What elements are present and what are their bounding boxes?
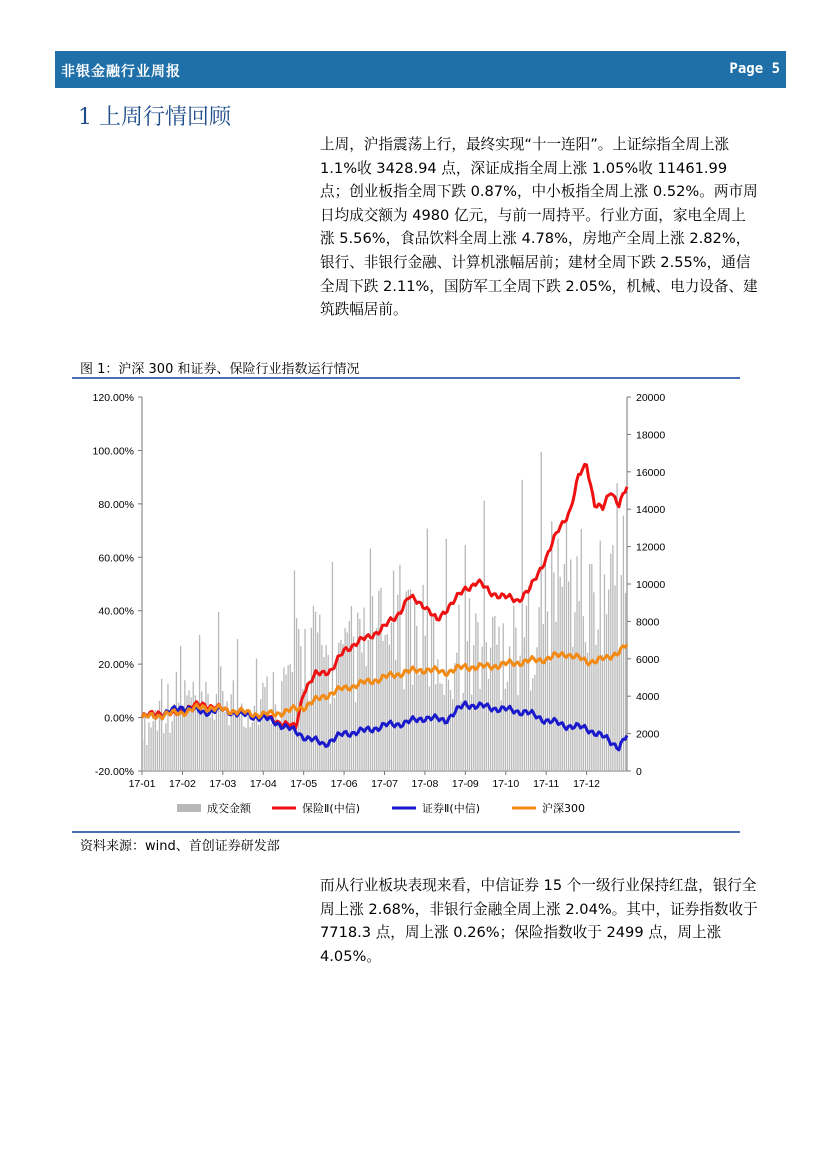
volume-bar xyxy=(292,672,293,771)
sector-paragraph: 而从行业板块表现来看，中信证券 15 个一级行业保持红盘，银行全周上涨 2.68%，非银行金融全周上涨 2.04%。其中，证券指数收于 7718.3 点，周上涨 0.26%；保险指数收于 2499 点，周上涨 4.05%。 xyxy=(320,877,758,965)
volume-bar xyxy=(403,689,404,771)
volume-bar xyxy=(399,565,400,771)
volume-bar xyxy=(218,612,219,771)
volume-bar xyxy=(574,612,575,771)
volume-bar xyxy=(446,539,447,771)
volume-bar xyxy=(283,667,284,771)
volume-bar xyxy=(530,691,531,771)
volume-bar xyxy=(277,721,278,771)
volume-bar xyxy=(408,590,409,771)
volume-bar xyxy=(330,704,331,771)
legend-swatch-volume xyxy=(177,804,201,812)
volume-bar xyxy=(220,666,221,771)
volume-bar xyxy=(441,684,442,771)
volume-bar xyxy=(431,614,432,771)
volume-bar xyxy=(264,687,265,771)
volume-bar xyxy=(477,622,478,771)
volume-bar xyxy=(593,592,594,771)
volume-bar xyxy=(427,529,428,771)
volume-bar xyxy=(387,634,388,771)
volume-bar xyxy=(262,683,263,771)
volume-bar xyxy=(465,545,466,771)
volume-bar xyxy=(355,702,356,771)
volume-bar xyxy=(357,613,358,771)
legend-label-insurance: 保险Ⅱ(中信) xyxy=(302,802,360,815)
volume-bar xyxy=(182,708,183,771)
x-tick-label: 17-02 xyxy=(168,778,196,790)
left-tick-label: -20.00% xyxy=(94,766,134,778)
volume-bar xyxy=(391,622,392,771)
volume-bar xyxy=(416,626,417,771)
volume-bar xyxy=(347,632,348,771)
report-title: 非银金融行业周报 xyxy=(61,64,181,80)
right-tick-label: 10000 xyxy=(636,579,666,591)
volume-bar xyxy=(144,715,145,771)
x-tick-label: 17-04 xyxy=(249,778,277,790)
volume-bar xyxy=(418,674,419,771)
volume-bar xyxy=(524,637,525,771)
right-tick-label: 0 xyxy=(636,766,642,778)
volume-bar xyxy=(591,564,592,771)
right-tick-label: 14000 xyxy=(636,504,666,517)
volume-bar xyxy=(583,616,584,771)
volume-bar xyxy=(313,606,314,771)
volume-bar xyxy=(239,716,240,771)
volume-bar xyxy=(412,685,413,771)
volume-bar xyxy=(543,624,544,771)
volume-bar xyxy=(547,611,548,771)
volume-bar xyxy=(197,707,198,771)
volume-bar xyxy=(494,616,495,771)
volume-bar xyxy=(572,647,573,771)
volume-bar xyxy=(606,614,607,771)
volume-bar xyxy=(488,679,489,771)
volume-bar xyxy=(224,712,225,771)
volume-bar xyxy=(534,675,535,771)
volume-bar xyxy=(311,628,312,771)
volume-bar xyxy=(161,679,162,771)
right-tick-label: 4000 xyxy=(636,691,660,704)
volume-bar xyxy=(231,694,232,771)
legend-label-hs300: 沪深300 xyxy=(542,802,585,815)
left-tick-label: 20.00% xyxy=(98,659,134,672)
volume-bar xyxy=(553,572,554,771)
volume-bar xyxy=(448,680,449,771)
volume-bar xyxy=(340,640,341,771)
volume-bar xyxy=(460,701,461,771)
x-tick-label: 17-03 xyxy=(209,778,237,790)
volume-bar xyxy=(252,722,253,771)
volume-bar xyxy=(321,645,322,771)
volume-bar xyxy=(393,570,394,771)
volume-bar xyxy=(338,643,339,771)
volume-bar xyxy=(458,605,459,771)
volume-bar xyxy=(148,722,149,771)
volume-bar xyxy=(528,586,529,771)
volume-bar xyxy=(389,645,390,771)
volume-bar xyxy=(439,683,440,771)
volume-bar xyxy=(243,727,244,771)
volume-bar xyxy=(176,672,177,771)
volume-bar xyxy=(235,713,236,771)
volume-bar xyxy=(269,719,270,771)
volume-bar xyxy=(479,689,480,771)
volume-bar xyxy=(549,662,550,771)
volume-bar xyxy=(363,608,364,771)
volume-bar xyxy=(271,724,272,771)
volume-bar xyxy=(555,622,556,771)
volume-bar xyxy=(522,480,523,771)
volume-bar xyxy=(538,607,539,771)
volume-bar xyxy=(294,570,295,771)
x-tick-label: 17-08 xyxy=(411,778,439,790)
volume-bar xyxy=(260,699,261,771)
x-tick-label: 17-07 xyxy=(371,778,398,790)
volume-bar xyxy=(209,718,210,771)
volume-bar xyxy=(165,723,166,771)
figure-top-rule xyxy=(72,377,740,379)
volume-bar xyxy=(619,650,620,771)
volume-bar xyxy=(306,685,307,771)
volume-bar xyxy=(503,623,504,771)
volume-bar xyxy=(237,639,238,771)
volume-bar xyxy=(492,617,493,771)
volume-bar xyxy=(247,716,248,771)
volume-bar xyxy=(450,690,451,771)
volume-bar xyxy=(342,644,343,771)
legend-label-securities: 证券Ⅱ(中信) xyxy=(422,802,480,815)
volume-bar xyxy=(444,695,445,771)
volume-bar xyxy=(199,635,200,771)
volume-bar xyxy=(536,647,537,771)
volume-bar xyxy=(203,706,204,771)
volume-bar xyxy=(325,645,326,771)
volume-bar xyxy=(515,628,516,771)
volume-bar xyxy=(188,690,189,771)
volume-bar xyxy=(214,720,215,771)
right-tick-label: 12000 xyxy=(636,541,666,554)
volume-bar xyxy=(597,630,598,771)
volume-bar xyxy=(433,614,434,771)
x-tick-label: 17-05 xyxy=(290,778,318,790)
volume-bar xyxy=(570,560,571,771)
volume-bar xyxy=(452,699,453,771)
figure-source: 资料来源：wind、首创证券研发部 xyxy=(80,839,280,854)
volume-bar xyxy=(334,698,335,771)
volume-bar xyxy=(526,606,527,771)
volume-bar xyxy=(551,521,552,771)
volume-bar xyxy=(604,574,605,771)
volume-bar xyxy=(425,636,426,771)
figure-bottom-rule xyxy=(72,831,740,833)
volume-bar xyxy=(623,516,624,771)
volume-bar xyxy=(353,636,354,771)
volume-bar xyxy=(587,653,588,771)
right-tick-label: 16000 xyxy=(636,466,666,479)
volume-bar xyxy=(193,682,194,771)
volume-bar xyxy=(610,554,611,771)
volume-bar xyxy=(397,595,398,771)
volume-bar xyxy=(568,581,569,771)
x-tick-label: 17-09 xyxy=(451,778,479,790)
x-tick-label: 17-06 xyxy=(330,778,358,790)
volume-bar xyxy=(146,745,147,771)
volume-bar xyxy=(581,529,582,771)
volume-bar xyxy=(288,665,289,771)
volume-bar xyxy=(319,615,320,771)
section-title: 1 上周行情回顾 xyxy=(78,105,231,130)
left-tick-label: 80.00% xyxy=(98,498,134,511)
volume-bar xyxy=(368,640,369,771)
volume-bar xyxy=(498,627,499,771)
volume-bar xyxy=(382,641,383,771)
legend-label-volume: 成交金额 xyxy=(207,802,251,815)
volume-bar xyxy=(150,727,151,771)
left-tick-label: 100.00% xyxy=(92,445,134,458)
volume-bar xyxy=(422,585,423,771)
volume-bar xyxy=(513,606,514,771)
volume-bar xyxy=(511,660,512,771)
volume-bar xyxy=(212,708,213,771)
volume-bar xyxy=(562,587,563,771)
volume-bar xyxy=(298,629,299,771)
volume-bar xyxy=(469,598,470,771)
page-number: Page 5 xyxy=(729,61,780,77)
volume-bar xyxy=(222,691,223,771)
x-tick-label: 17-12 xyxy=(573,778,601,790)
volume-bar xyxy=(258,725,259,771)
volume-bar xyxy=(602,655,603,771)
volume-bar xyxy=(414,603,415,771)
figure-caption: 图 1：沪深 300 和证券、保险行业指数运行情况 xyxy=(80,362,360,377)
header-bar xyxy=(55,51,786,88)
volume-bar xyxy=(437,659,438,771)
right-tick-label: 6000 xyxy=(636,653,660,666)
volume-bar xyxy=(625,593,626,771)
volume-bar xyxy=(560,577,561,771)
right-tick-label: 18000 xyxy=(636,429,666,442)
x-tick-label: 17-10 xyxy=(492,778,520,790)
volume-bar xyxy=(385,635,386,771)
volume-bar xyxy=(142,740,143,771)
volume-bar xyxy=(250,727,251,771)
volume-bar xyxy=(184,680,185,771)
volume-bar xyxy=(410,589,411,771)
volume-bar xyxy=(435,684,436,771)
volume-bar xyxy=(172,721,173,771)
right-tick-label: 2000 xyxy=(636,728,660,741)
volume-bar xyxy=(207,694,208,771)
right-tick-label: 8000 xyxy=(636,616,660,629)
volume-bar xyxy=(315,612,316,771)
volume-bar xyxy=(564,564,565,771)
volume-bar xyxy=(370,549,371,771)
index-chart xyxy=(72,380,740,830)
volume-bar xyxy=(205,682,206,771)
volume-bar xyxy=(266,677,267,771)
volume-bar xyxy=(361,652,362,771)
volume-bar xyxy=(228,725,229,771)
volume-bar xyxy=(290,664,291,771)
volume-bar xyxy=(157,731,158,771)
volume-bar xyxy=(616,483,617,771)
volume-bar xyxy=(167,684,168,771)
volume-bar xyxy=(589,564,590,771)
left-tick-label: 60.00% xyxy=(98,552,134,565)
x-tick-label: 17-11 xyxy=(533,778,560,790)
x-tick-label: 17-01 xyxy=(128,778,156,790)
volume-bar xyxy=(349,621,350,771)
volume-bar xyxy=(532,678,533,771)
volume-bar xyxy=(245,728,246,771)
volume-bar xyxy=(484,501,485,771)
volume-bar xyxy=(406,591,407,771)
volume-bar xyxy=(163,733,164,771)
volume-bar xyxy=(374,678,375,771)
volume-bar xyxy=(576,556,577,771)
left-tick-label: 40.00% xyxy=(98,605,134,618)
volume-bar xyxy=(233,680,234,771)
volume-bar xyxy=(475,613,476,771)
left-tick-label: 0.00% xyxy=(104,712,134,725)
volume-bar xyxy=(429,687,430,771)
summary-paragraph: 上周，沪指震荡上行，最终实现“十一连阳”。上证综指全周上涨 1.1%收 3428.94 点，深证成指全周上涨 1.05%收 11461.99 点；创业板指全周下跌 0.87%，中小板指全周上涨 0.52%。两市周日均成交额为 4980 亿元，与前一周持平。行业方面，家电全周上涨 5.56%，食品饮料全周上涨 4.78%，房地产全周上涨 2.82%，银行、非银行金融、计算机涨幅居前；建材全周下跌 2.55%，通信全周下跌 2.11%，国防军工全周下跌 2.05%，机械、电力设备、建筑跌幅居前。 xyxy=(320,136,758,319)
volume-bar xyxy=(517,695,518,771)
volume-bar xyxy=(507,682,508,771)
volume-bar xyxy=(296,618,297,771)
volume-bar xyxy=(566,518,567,771)
volume-bar xyxy=(304,629,305,771)
volume-bar xyxy=(336,662,337,771)
volume-bar xyxy=(169,733,170,771)
volume-bar xyxy=(153,721,154,771)
left-tick-label: 120.00% xyxy=(92,392,134,404)
volume-bar xyxy=(505,689,506,771)
volume-bar xyxy=(376,628,377,771)
volume-bar xyxy=(317,633,318,771)
right-tick-label: 20000 xyxy=(636,392,666,404)
volume-bar xyxy=(579,601,580,771)
